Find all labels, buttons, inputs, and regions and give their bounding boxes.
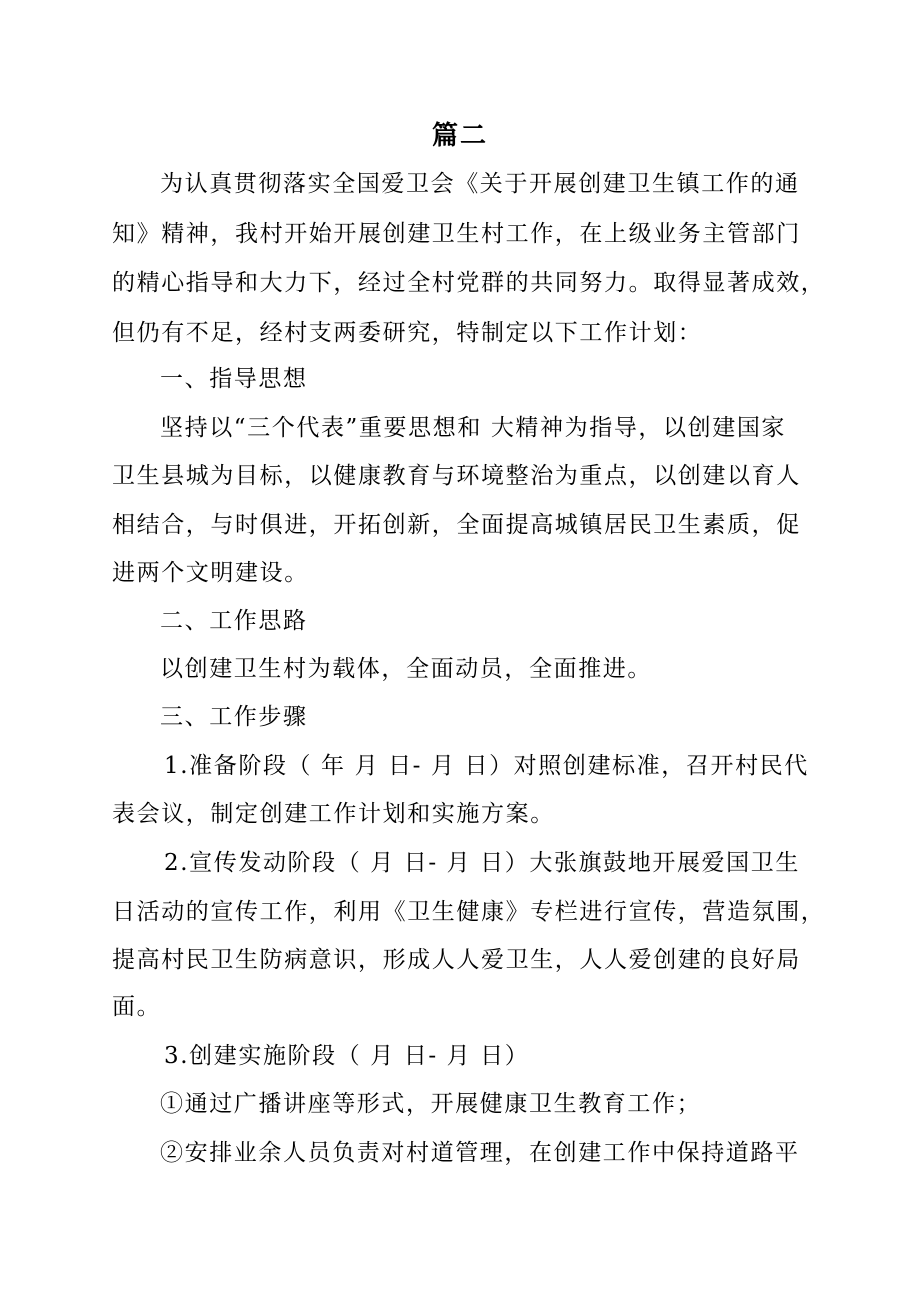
section-heading: 三、工作步骤	[160, 704, 308, 730]
document-title: 篇二	[431, 121, 488, 151]
paragraph-line: 的精心指导和大力下，经过全村党群的共同努力。取得显著成效，	[112, 270, 826, 296]
paragraph-line: 面。	[112, 994, 162, 1020]
paragraph-line: 知》精神，我村开始开展创建卫生村工作，在上级业务主管部门	[112, 221, 801, 247]
paragraph-line: 卫生县城为目标，以健康教育与环境整治为重点，以创建以育人	[112, 463, 801, 489]
list-item: ②安排业余人员负责对村道管理，在创建工作中保持道路平	[160, 1140, 800, 1166]
paragraph-line: 以创建卫生村为载体，全面动员，全面推进。	[160, 656, 652, 682]
paragraph-line: 为认真贯彻落实全国爱卫会《关于开展创建卫生镇工作的通	[160, 171, 800, 197]
paragraph-line: 进两个文明建设。	[112, 560, 309, 586]
paragraph-line: 日活动的宣传工作，利用《卫生健康》专栏进行宣传，营造氛围，	[112, 899, 826, 925]
step-line: 3.创建实施阶段（ 月 日- 月 日）	[164, 1043, 530, 1069]
section-heading: 一、指导思想	[160, 366, 308, 392]
step-line: 2.宣传发动阶段（ 月 日- 月 日）大张旗鼓地开展爱国卫生	[164, 850, 800, 876]
paragraph-line: 相结合，与时俱进，开拓创新，全面提高城镇居民卫生素质，促	[112, 512, 801, 538]
step-line: 1.准备阶段（ 年 月 日- 月 日）对照创建标准，召开村民代	[164, 753, 809, 779]
list-item: ①通过广播讲座等形式，开展健康卫生教育工作；	[160, 1091, 702, 1117]
paragraph-line: 坚持以“三个代表”重要思想和 大精神为指导，以创建国家	[160, 415, 787, 441]
paragraph-line: 表会议，制定创建工作计划和实施方案。	[112, 801, 555, 827]
paragraph-line: 但仍有不足，经村支两委研究，特制定以下工作计划：	[112, 320, 703, 346]
section-heading: 二、工作思路	[160, 608, 308, 634]
paragraph-line: 提高村民卫生防病意识，形成人人爱卫生，人人爱创建的良好局	[112, 947, 801, 973]
